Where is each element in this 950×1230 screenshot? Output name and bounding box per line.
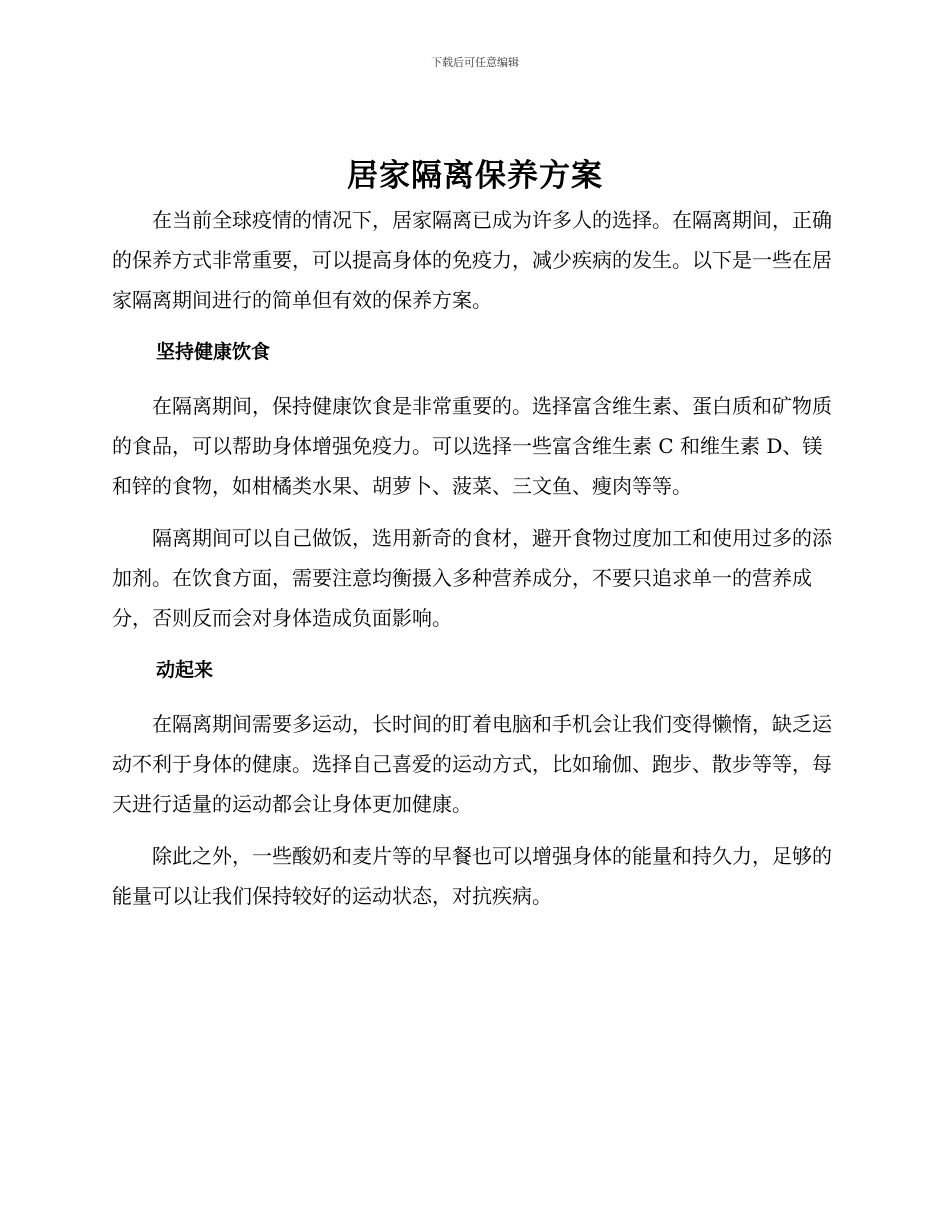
section-heading: 坚持健康饮食	[156, 341, 271, 363]
header-note: 下载后可任意编辑	[431, 56, 519, 69]
section-paragraph: 在隔离期间需要多运动，长时间的盯着电脑和手机会让我们变得懒惰，缺乏运动不利于身体的健康。选择自己喜爱的运动方式，比如瑜伽、跑步、散步等等，每天进行适量的运动都会让身体更加健康。	[112, 712, 832, 816]
document-body	[112, 200, 832, 928]
section-exercise	[112, 650, 832, 916]
section-healthy-diet	[112, 332, 832, 638]
section-paragraph: 隔离期间可以自己做饭，选用新奇的食材，避开食物过度加工和使用过多的添加剂。在饮食方面，需要注意均衡摄入多种营养成分，不要只追求单一的营养成分，否则反而会对身体造成负面影响。	[112, 526, 832, 630]
section-paragraph: 在隔离期间，保持健康饮食是非常重要的。选择富含维生素、蛋白质和矿物质的食品，可以帮助身体增强免疫力。可以选择一些富含维生素 C 和维生素 D、镁和锌的食物，如柑橘类水果、胡萝卜、菠菜、三文鱼、瘦肉等等。	[112, 394, 832, 498]
section-paragraph: 除此之外，一些酸奶和麦片等的早餐也可以增强身体的能量和持久力，足够的能量可以让我们保持较好的运动状态，对抗疾病。	[112, 844, 832, 908]
section-heading: 动起来	[156, 659, 214, 681]
intro-paragraph: 在当前全球疫情的情况下，居家隔离已成为许多人的选择。在隔离期间，正确的保养方式非常重要，可以提高身体的免疫力，减少疾病的发生。以下是一些在居家隔离期间进行的简单但有效的保养方案。	[112, 208, 832, 312]
page-title: 居家隔离保养方案	[347, 158, 603, 194]
